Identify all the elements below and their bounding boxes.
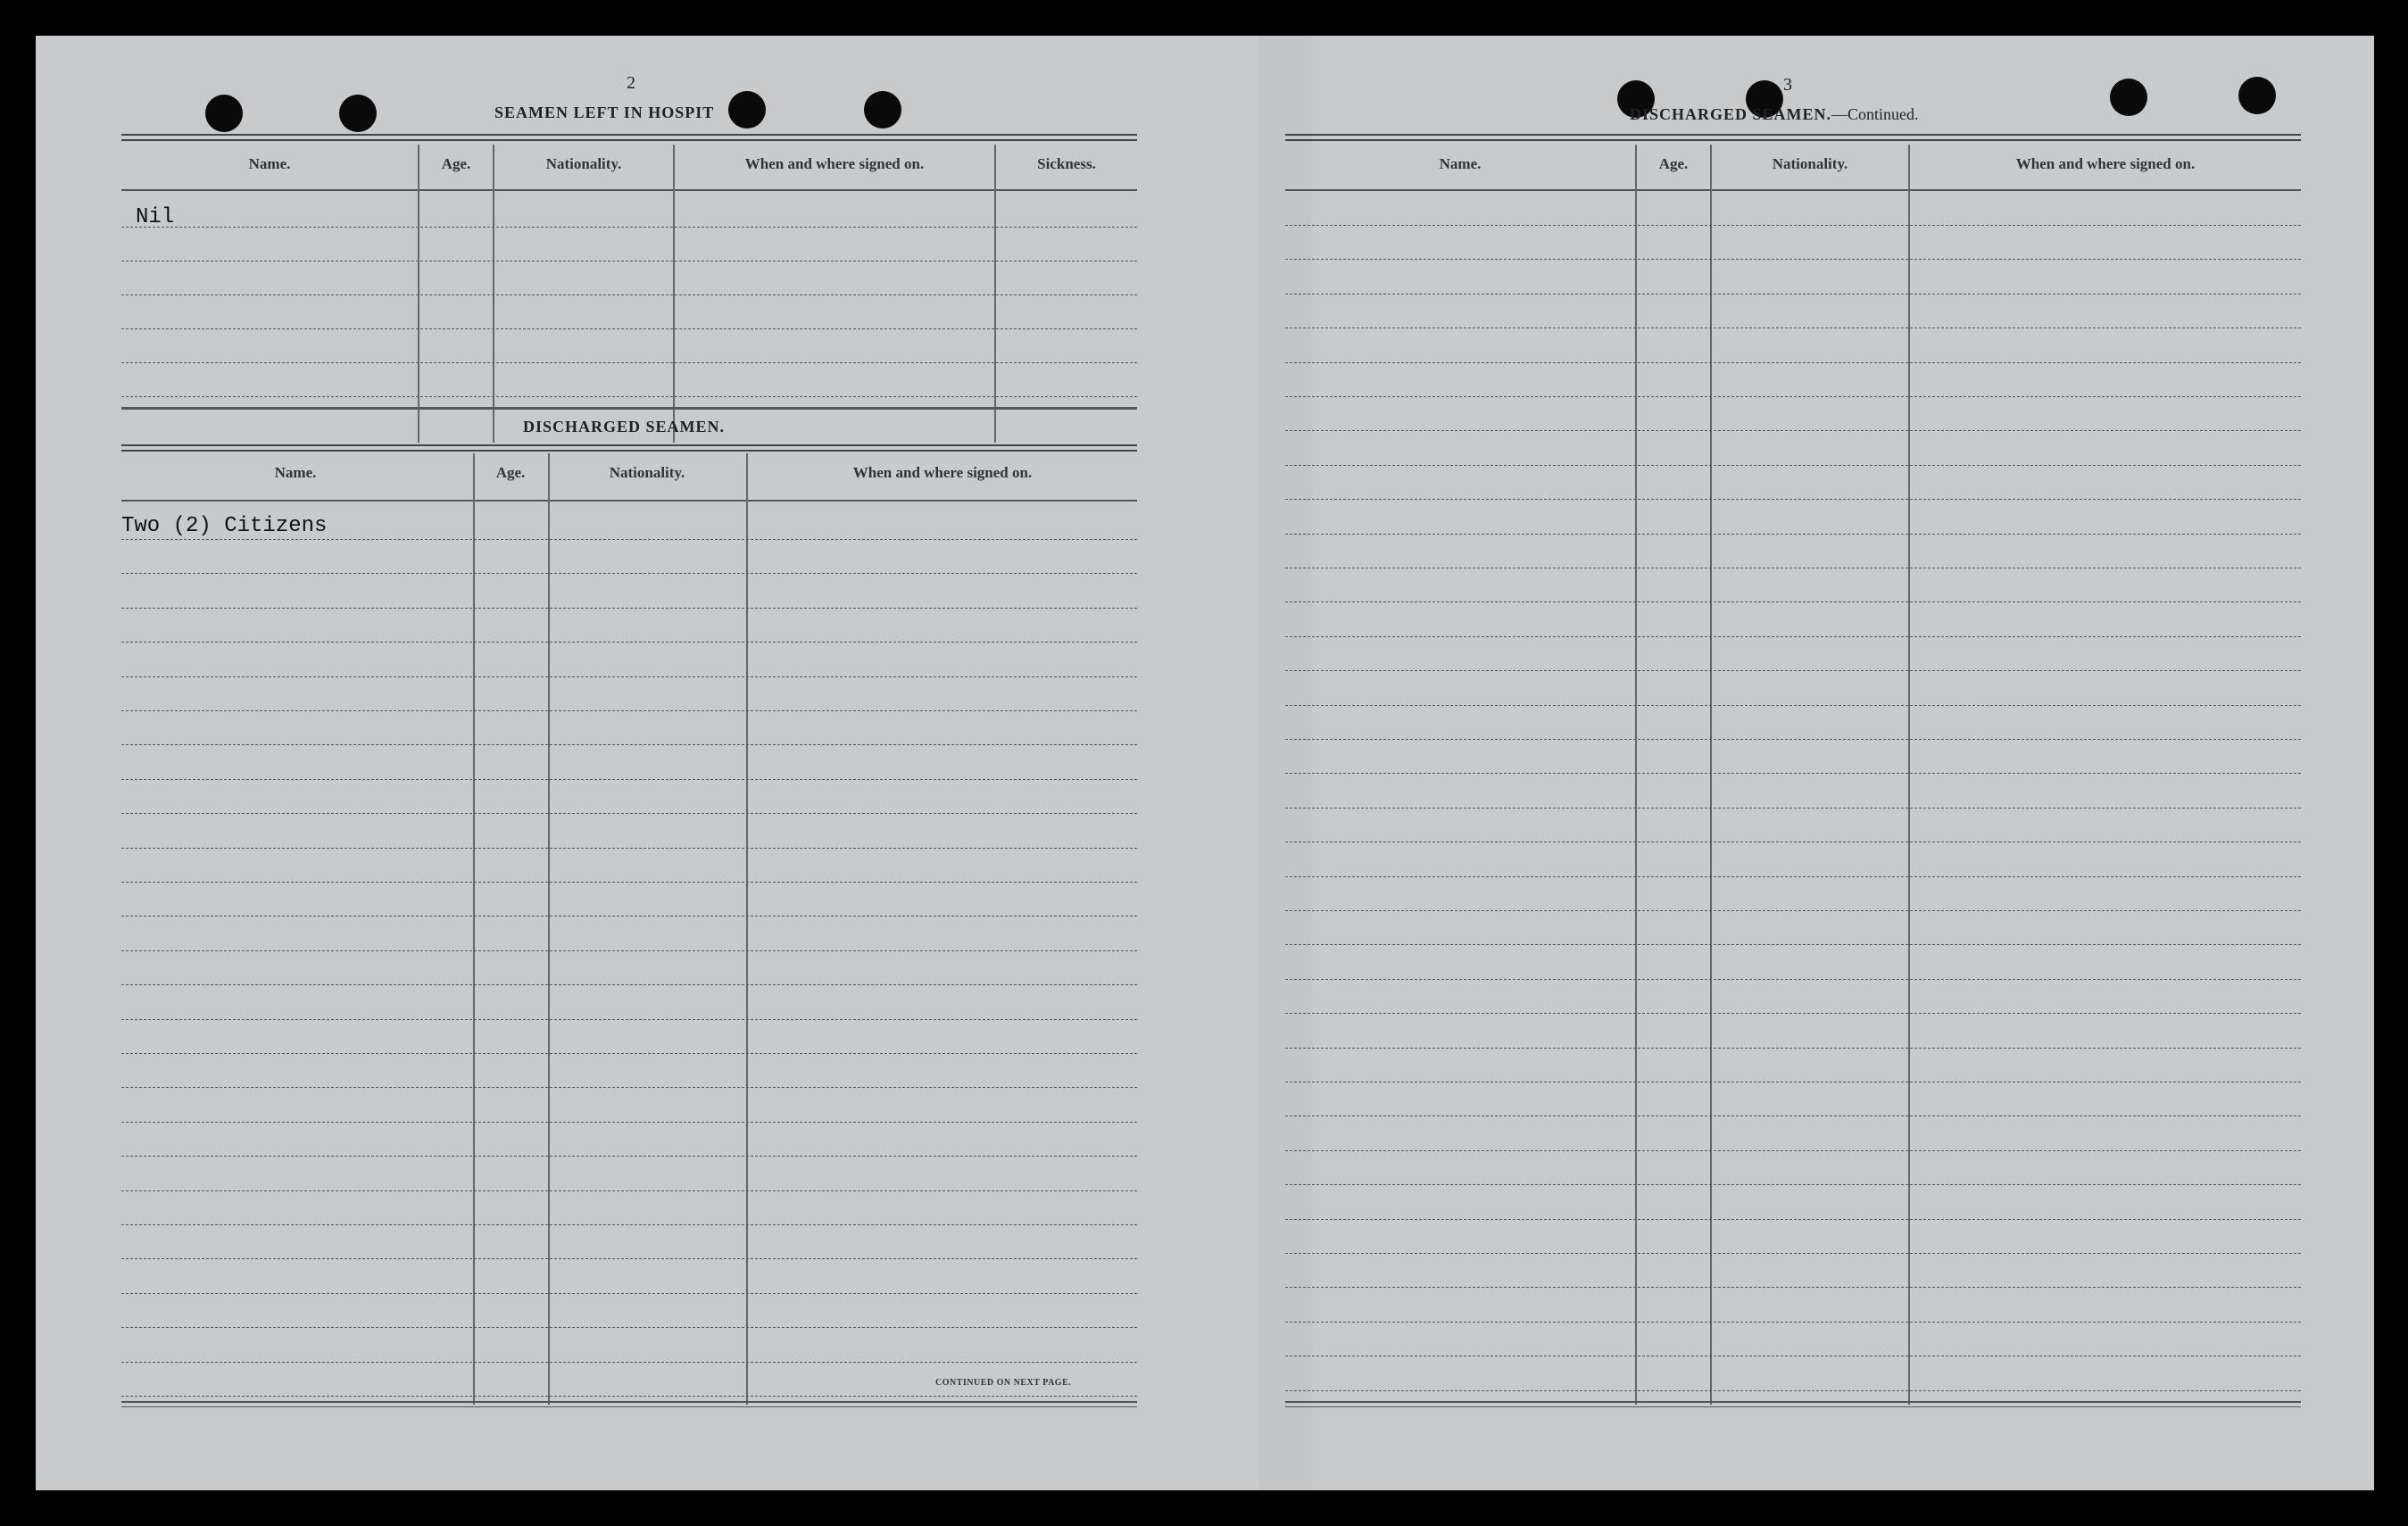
entry-line: [1285, 225, 2301, 226]
hospital-header-name: Name.: [248, 155, 291, 172]
discharged-header-age: Age.: [495, 464, 526, 481]
discharged-entry: Two (2) Citizens: [121, 514, 328, 538]
entry-line: [121, 1156, 1137, 1157]
entry-line: [121, 539, 1137, 540]
continued-footer: CONTINUED ON NEXT PAGE.: [935, 1378, 1072, 1388]
page-number-right: 3: [1783, 75, 1792, 95]
entry-line: [121, 676, 1137, 677]
right-header-rule: [1285, 189, 2301, 191]
entry-line: [1285, 979, 2301, 980]
entry-line: [1285, 944, 2301, 945]
right-section-title: [1630, 105, 1919, 124]
col-divider: [493, 145, 494, 443]
entry-line: [121, 1362, 1137, 1363]
col-divider: [1710, 145, 1712, 1405]
entry-line: [121, 1396, 1137, 1397]
entry-line: [1285, 362, 2301, 363]
entry-line: [121, 642, 1137, 643]
hospital-header-nationality: Nationality.: [545, 155, 622, 172]
discharged-bottom-rule: [121, 1406, 1137, 1407]
right-title-rule: [1285, 134, 2301, 141]
discharged-title-rule: [121, 444, 1137, 452]
hospital-header-signed-on: When and where signed on.: [744, 155, 925, 172]
entry-line: [1285, 1184, 2301, 1185]
discharged-header-name: Name.: [274, 464, 317, 481]
entry-line: [1285, 601, 2301, 602]
entry-line: [121, 1190, 1137, 1191]
right-title-continued: —Continued.: [1831, 105, 1919, 123]
entry-line: [1285, 705, 2301, 706]
entry-line: [1285, 534, 2301, 535]
entry-line: [121, 1122, 1137, 1123]
entry-line: [121, 362, 1137, 363]
entry-line: [121, 950, 1137, 951]
punch-hole: [205, 95, 243, 132]
entry-line: [1285, 1048, 2301, 1049]
col-divider: [746, 453, 748, 1405]
col-divider: [673, 145, 675, 443]
col-divider: [473, 453, 475, 1405]
hospital-section-title: SEAMEN LEFT IN HOSPIT: [494, 104, 715, 121]
entry-line: [1285, 1115, 2301, 1116]
right-header-signed-on: When and where signed on.: [2015, 155, 2196, 172]
punch-hole: [2110, 79, 2147, 116]
entry-line: [1285, 670, 2301, 671]
entry-line: [1285, 773, 2301, 774]
entry-line: [1285, 1390, 2301, 1391]
entry-line: [121, 227, 1137, 228]
right-header-name: Name.: [1439, 155, 1482, 172]
right-bottom-rule: [1285, 1401, 2301, 1403]
entry-line: [1285, 1219, 2301, 1220]
entry-line: [121, 744, 1137, 745]
entry-line: [121, 1293, 1137, 1294]
discharged-header-nationality: Nationality.: [609, 464, 685, 481]
entry-line: [121, 608, 1137, 609]
entry-line: [1285, 1253, 2301, 1254]
hospital-title-rule: [121, 134, 1137, 141]
entry-line: [1285, 396, 2301, 397]
entry-line: [1285, 739, 2301, 740]
entry-line: [1285, 1013, 2301, 1014]
entry-line: [1285, 636, 2301, 637]
entry-line: [121, 1258, 1137, 1259]
punch-hole: [339, 95, 377, 132]
right-header-age: Age.: [1658, 155, 1689, 172]
entry-line: [121, 1224, 1137, 1225]
right-bottom-rule: [1285, 1406, 2301, 1407]
col-divider: [548, 453, 550, 1405]
center-fold: [1258, 36, 1312, 1490]
entry-line: [1285, 259, 2301, 260]
entry-line: [121, 1019, 1137, 1020]
document-sheet: [36, 36, 2374, 1490]
entry-line: [121, 984, 1137, 985]
col-divider: [1635, 145, 1637, 1405]
entry-line: [1285, 430, 2301, 431]
entry-line: [1285, 1150, 2301, 1151]
discharged-bottom-rule: [121, 1401, 1137, 1403]
hospital-header-rule: [121, 189, 1137, 191]
entry-line: [121, 779, 1137, 780]
punch-hole: [864, 91, 901, 129]
discharged-section-title: DISCHARGED SEAMEN.: [523, 418, 726, 435]
entry-line: [1285, 910, 2301, 911]
entry-line: [121, 294, 1137, 295]
col-divider: [994, 145, 996, 443]
entry-line: [121, 1087, 1137, 1088]
hospital-header-age: Age.: [441, 155, 471, 172]
col-divider: [1908, 145, 1910, 1405]
entry-line: [121, 328, 1137, 329]
entry-line: [1285, 808, 2301, 809]
entry-line: [1285, 1322, 2301, 1323]
entry-line: [121, 1053, 1137, 1054]
entry-line: [1285, 465, 2301, 466]
entry-line: [121, 396, 1137, 397]
entry-line: [121, 848, 1137, 849]
punch-hole: [728, 91, 766, 129]
entry-line: [121, 1327, 1137, 1328]
entry-line: [121, 710, 1137, 711]
entry-line: [121, 573, 1137, 574]
entry-line: [1285, 876, 2301, 877]
hospital-header-sickness: Sickness.: [1037, 155, 1096, 172]
discharged-header-signed-on: When and where signed on.: [852, 464, 1033, 481]
hospital-bottom-rule: [121, 409, 1137, 410]
right-title-main: DISCHARGED SEAMEN.: [1630, 105, 1832, 123]
page-number-left: 2: [627, 73, 635, 93]
entry-line: [1285, 499, 2301, 500]
discharged-header-rule: [121, 500, 1137, 502]
right-header-nationality: Nationality.: [1772, 155, 1848, 172]
entry-line: [1285, 1287, 2301, 1288]
col-divider: [418, 145, 419, 443]
entry-line: [121, 813, 1137, 814]
entry-line: [121, 882, 1137, 883]
punch-hole: [2238, 77, 2276, 114]
hospital-entry: Nil: [136, 205, 175, 229]
